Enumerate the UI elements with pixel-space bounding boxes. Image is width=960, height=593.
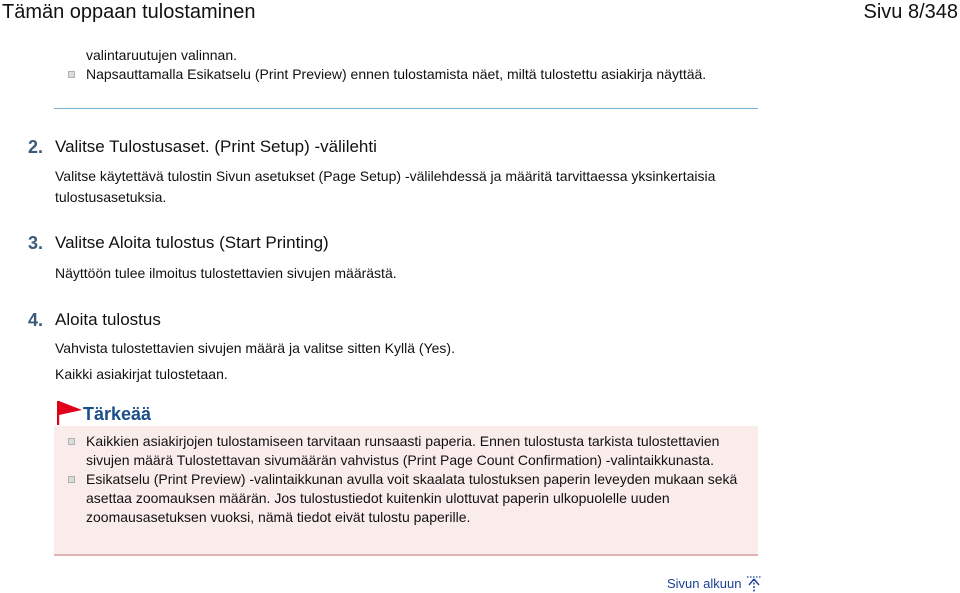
intro-continuation: valintaruutujen valinnan.	[86, 47, 237, 63]
intro-list	[66, 46, 706, 84]
list-item-text: Esikatselu (Print Preview) -valintaikkunan avulla voit skaalata tulostuksen paperin leveyden mukaan sekä asettaa zoomauksen määrän. Jos tulostustiedot kuitenkin ulottuvat paperin ulkopuolelle uuden zoomausasetuksen vuoksi, nämä tiedot eivät tulostu paperille.	[86, 471, 738, 525]
important-title: Tärkeää	[83, 404, 152, 424]
section-divider	[54, 108, 758, 109]
page-header	[0, 0, 960, 26]
step-paragraph: Kaikki asiakirjat tulostetaan.	[55, 366, 228, 382]
document-title: Tämän oppaan tulostaminen	[2, 1, 256, 23]
square-bullet-icon	[68, 71, 75, 78]
step-title: Aloita tulostus	[55, 310, 161, 329]
list-item-text: Napsauttamalla Esikatselu (Print Preview) ennen tulostamista näet, miltä tulostettu asiakirja näyttää.	[86, 66, 707, 82]
square-bullet-icon	[68, 438, 75, 445]
list-item-text: Kaikkien asiakirjojen tulostamiseen tarvitaan runsaasti paperia. Ennen tulostusta tarkista tulostettavien sivujen määrä Tulostettavan sivumäärän vahvistus (Print Page Count Confirmation) -valintaikkunasta.	[86, 433, 720, 468]
step-number: 2.	[28, 137, 44, 157]
important-list	[66, 432, 746, 527]
step-title: Valitse Tulostusaset. (Print Setup) -välilehti	[55, 137, 377, 156]
step-body	[55, 262, 745, 284]
list-item	[66, 432, 746, 470]
back-to-top-link[interactable]	[666, 575, 766, 593]
step-paragraph: Näyttöön tulee ilmoitus tulostettavien sivujen määrästä.	[55, 265, 397, 281]
important-box	[54, 426, 758, 556]
step-paragraph: Valitse käytettävä tulostin Sivun asetukset (Page Setup) -välilehdessä ja määritä tarvittaessa yksinkertaisia tulostusasetuksia.	[55, 168, 716, 205]
red-flag-icon	[56, 400, 84, 426]
arrow-up-icon[interactable]	[746, 575, 762, 593]
step-number: 4.	[28, 310, 44, 330]
important-header	[54, 398, 758, 426]
step-paragraph: Vahvista tulostettavien sivujen määrä ja valitse sitten Kyllä (Yes).	[55, 340, 455, 356]
back-to-top-label[interactable]: Sivun alkuun	[667, 576, 742, 591]
step-number: 3.	[28, 233, 44, 253]
list-item	[66, 65, 706, 84]
important-note	[54, 398, 758, 556]
step-body	[55, 335, 745, 387]
page-number: Sivu 8/348	[863, 1, 958, 23]
step-title: Valitse Aloita tulostus (Start Printing)	[55, 233, 329, 252]
list-item	[66, 470, 746, 527]
square-bullet-icon	[68, 476, 75, 483]
step-body	[55, 166, 745, 208]
